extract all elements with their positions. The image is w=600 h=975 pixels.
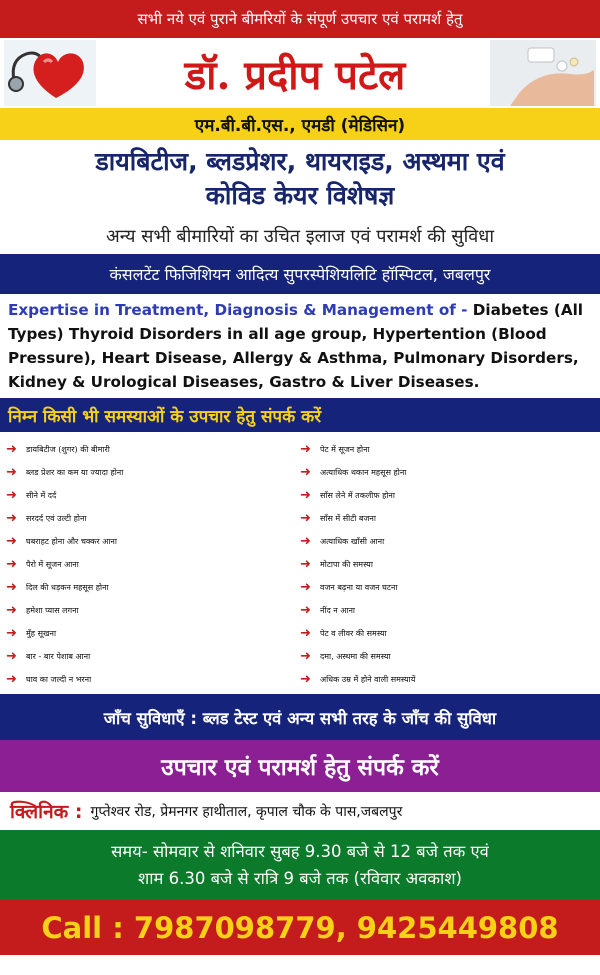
- arrow-icon: ➜: [6, 672, 17, 687]
- timing-line-1: समय- सोमवार से शनिवार सुबह 9.30 बजे से 12 बजे तक एवं: [111, 842, 489, 861]
- other-diseases-text: अन्य सभी बीमारियों का उचित इलाज एवं परामर्श की सुविधा: [105, 226, 494, 247]
- arrow-icon: ➜: [6, 511, 17, 526]
- expertise-lead: Expertise in Treatment, Diagnosis & Management of -: [8, 301, 473, 319]
- problem-text: सरदर्द एवं उल्टी होना: [26, 514, 87, 523]
- problem-text: मोटापा की समस्या: [320, 560, 373, 569]
- heart-stethoscope-icon: [4, 40, 96, 106]
- problem-list-item: [300, 576, 592, 599]
- problem-text: साँस लेने में तकलीफ होना: [320, 491, 395, 500]
- problem-list-item: [6, 599, 298, 622]
- clinic-address: [0, 792, 600, 830]
- doctor-name-text: डॉ. प्रदीप पटेल: [184, 51, 406, 99]
- contact-heading: [0, 740, 600, 792]
- top-banner: [0, 0, 600, 38]
- call-strip: [0, 900, 600, 955]
- arrow-icon: ➜: [6, 557, 17, 572]
- problem-list-item: [6, 645, 298, 668]
- hand-with-pills-icon: [490, 40, 596, 106]
- specialty-block: [0, 140, 600, 218]
- problems-lists: [0, 432, 600, 694]
- arrow-icon: ➜: [6, 626, 17, 641]
- doctor-name: [100, 38, 490, 108]
- arrow-icon: ➜: [6, 580, 17, 595]
- arrow-icon: ➜: [6, 442, 17, 457]
- problem-list-item: [300, 599, 592, 622]
- problem-list-item: [6, 576, 298, 599]
- problem-list-item: [300, 484, 592, 507]
- consultant-strip: [0, 254, 600, 294]
- problem-text: ब्लड प्रेशर का कम या ज्यादा होना: [26, 468, 124, 477]
- tests-strip: [0, 694, 600, 740]
- doctor-name-box: [0, 38, 600, 108]
- problem-text: दमा, अस्थमा की समस्या: [320, 652, 391, 661]
- problem-text: घाव का जल्दी न भरना: [26, 675, 92, 684]
- arrow-icon: ➜: [300, 626, 311, 641]
- expertise-block: [0, 294, 600, 398]
- problem-text: हमेशा प्यास लगना: [26, 606, 79, 615]
- contact-heading-text: उपचार एवं परामर्श हेतु संपर्क करें: [161, 755, 439, 781]
- arrow-icon: ➜: [300, 534, 311, 549]
- top-banner-text: सभी नये एवं पुराने बीमरियों के संपूर्ण उपचार एवं परामर्श हेतु: [137, 10, 463, 28]
- arrow-icon: ➜: [6, 488, 17, 503]
- timing-block: [0, 830, 600, 900]
- problem-list-item: [6, 438, 298, 461]
- problems-left-column: [6, 438, 298, 691]
- specialty-line-2: कोविड केयर विशेषज्ञ: [205, 181, 395, 210]
- problem-text: नींद न आना: [320, 606, 355, 615]
- arrow-icon: ➜: [300, 465, 311, 480]
- arrow-icon: ➜: [6, 603, 17, 618]
- expertise-text: Diabetes (All Types) Thyroid Disorders in all age group, Hypertention (Blood Pressure), Heart Disease, Allergy & Asthma, Pulmonary Disorders, Kidney & Urological Diseases, Gastro & Liver Diseases.: [8, 301, 583, 391]
- problem-list-item: [6, 461, 298, 484]
- problem-text: घबराहट होना और चक्कर आना: [26, 537, 117, 546]
- problem-text: दिल की धड़कन महसूस होना: [26, 583, 109, 592]
- problem-text: सीने में दर्द: [26, 491, 57, 500]
- specialty-line-1: डायबिटीज, ब्लडप्रेशर, थायराइड, अस्थमा एवं: [95, 147, 505, 176]
- arrow-icon: ➜: [300, 580, 311, 595]
- arrow-icon: ➜: [300, 511, 311, 526]
- problem-list-item: [300, 438, 592, 461]
- problem-text: अधिक उम्र में होने वाली समस्यायें: [320, 675, 416, 684]
- problems-heading-text: निम्न किसी भी समस्याओं के उपचार हेतु संपर्क करें: [8, 406, 322, 427]
- arrow-icon: ➜: [300, 603, 311, 618]
- problem-text: अत्याधिक खाँसी आना: [320, 537, 385, 546]
- problem-list-item: [6, 668, 298, 691]
- problem-list-item: [6, 507, 298, 530]
- arrow-icon: ➜: [6, 465, 17, 480]
- problem-list-item: [300, 553, 592, 576]
- degree-text: एम.बी.बी.एस., एमडी (मेडिसिन): [194, 115, 406, 136]
- problem-list-item: [300, 530, 592, 553]
- arrow-icon: ➜: [300, 557, 311, 572]
- clinic-label: क्लिनिक :: [10, 801, 83, 823]
- problem-text: बार - बार पेशाब आना: [26, 652, 91, 661]
- problem-list-item: [6, 553, 298, 576]
- arrow-icon: ➜: [6, 534, 17, 549]
- problem-text: अत्याधिक थकान महसूस होना: [320, 468, 407, 477]
- problem-list-item: [6, 484, 298, 507]
- arrow-icon: ➜: [300, 488, 311, 503]
- problem-text: पेट व लीवर की समस्या: [320, 629, 387, 638]
- problem-list-item: [300, 668, 592, 691]
- tests-text: जाँच सुविधाएँ : ब्लड टेस्ट एवं अन्य सभी तरह के जाँच की सुविधा: [103, 708, 497, 728]
- consultant-text: कंसलटेंट फिजिशियन आदित्य सुपरस्पेशियलिटि हॉस्पिटल, जबलपुर: [109, 265, 491, 284]
- problems-heading: [0, 398, 600, 432]
- problem-text: वजन बढ़ना या वजन घटना: [320, 583, 398, 592]
- problem-text: मुँह सूखना: [26, 629, 57, 638]
- arrow-icon: ➜: [300, 442, 311, 457]
- problem-text: साँस में सीटी बजना: [320, 514, 376, 523]
- problem-list-item: [6, 622, 298, 645]
- degree-strip: [0, 108, 600, 140]
- arrow-icon: ➜: [300, 672, 311, 687]
- timing-line-2: शाम 6.30 बजे से रात्रि 9 बजे तक (रविवार अवकाश): [138, 869, 462, 888]
- problems-right-column: [300, 438, 592, 691]
- call-text: Call : 7987098779, 9425449808: [41, 910, 559, 945]
- problem-text: डायबिटीज (शुगर) की बीमारी: [26, 445, 110, 454]
- problem-text: पैरो में सूजन आना: [26, 560, 79, 569]
- problem-list-item: [300, 507, 592, 530]
- problem-list-item: [6, 530, 298, 553]
- clinic-address-text: गुप्तेश्वर रोड, प्रेमनगर हाथीताल, कृपाल चौक के पास,जबलपुर: [90, 803, 403, 820]
- problem-list-item: [300, 622, 592, 645]
- problem-text: पेट में सूजन होना: [320, 445, 370, 454]
- problem-list-item: [300, 645, 592, 668]
- problem-list-item: [300, 461, 592, 484]
- arrow-icon: ➜: [6, 649, 17, 664]
- arrow-icon: ➜: [300, 649, 311, 664]
- other-diseases: [0, 218, 600, 254]
